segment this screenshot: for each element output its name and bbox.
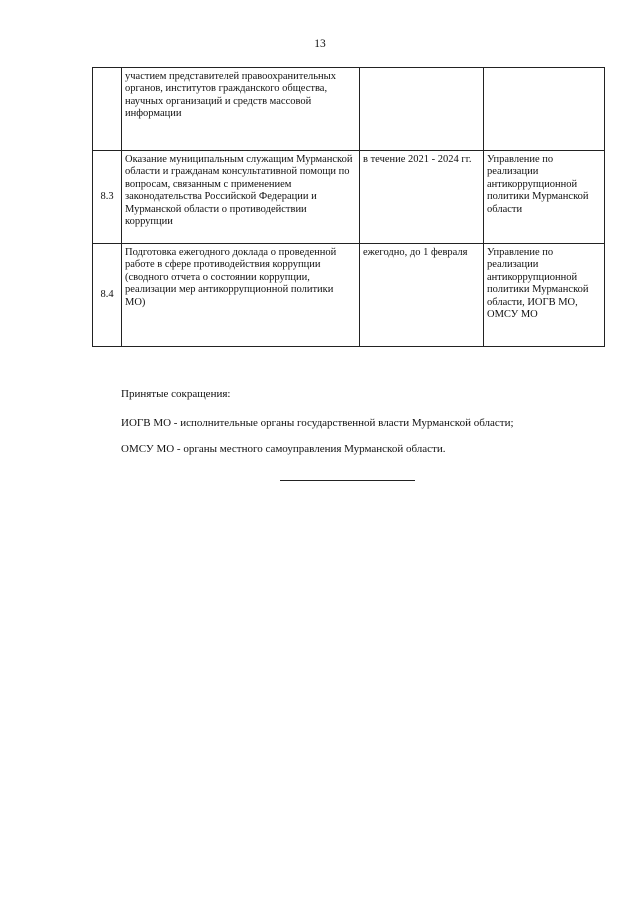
table-row — [93, 68, 605, 151]
executor-cell: Управление по реализации антикоррупционной политики Мурманской области — [484, 151, 605, 244]
activity-cell: Подготовка ежегодного доклада о проведенной работе в сфере противодействия коррупции (сводного отчета о состоянии коррупции, реализации мер антикоррупционной политики МО) — [122, 244, 360, 347]
term-cell: ежегодно, до 1 февраля — [360, 244, 484, 347]
row-number: 8.4 — [93, 244, 122, 347]
activity-cell: Оказание муниципальным служащим Мурманской области и гражданам консультативной помощи по вопросам, связанным с применением законодательства Российской Федерации и Мурманской области о противодействии коррупции — [122, 151, 360, 244]
page-number: 13 — [314, 38, 326, 50]
abbreviations-title: Принятые сокращения: — [121, 388, 231, 400]
abbreviation-omsu: ОМСУ МО - органы местного самоуправления Мурманской области. — [121, 443, 446, 455]
executor-cell — [484, 68, 605, 151]
end-divider — [280, 480, 415, 481]
abbreviation-iogv: ИОГВ МО - исполнительные органы государственной власти Мурманской области; — [121, 417, 514, 429]
table-row — [93, 244, 605, 347]
row-number: 8.3 — [93, 151, 122, 244]
table-row — [93, 151, 605, 244]
term-cell: в течение 2021 - 2024 гг. — [360, 151, 484, 244]
activity-cell: участием представителей правоохранительных органов, институтов гражданского общества, научных организаций и средств массовой информации — [122, 68, 360, 151]
term-cell — [360, 68, 484, 151]
executor-cell: Управление по реализации антикоррупционной политики Мурманской области, ИОГВ МО, ОМСУ МО — [484, 244, 605, 347]
row-number — [93, 68, 122, 151]
activities-table — [92, 67, 605, 347]
